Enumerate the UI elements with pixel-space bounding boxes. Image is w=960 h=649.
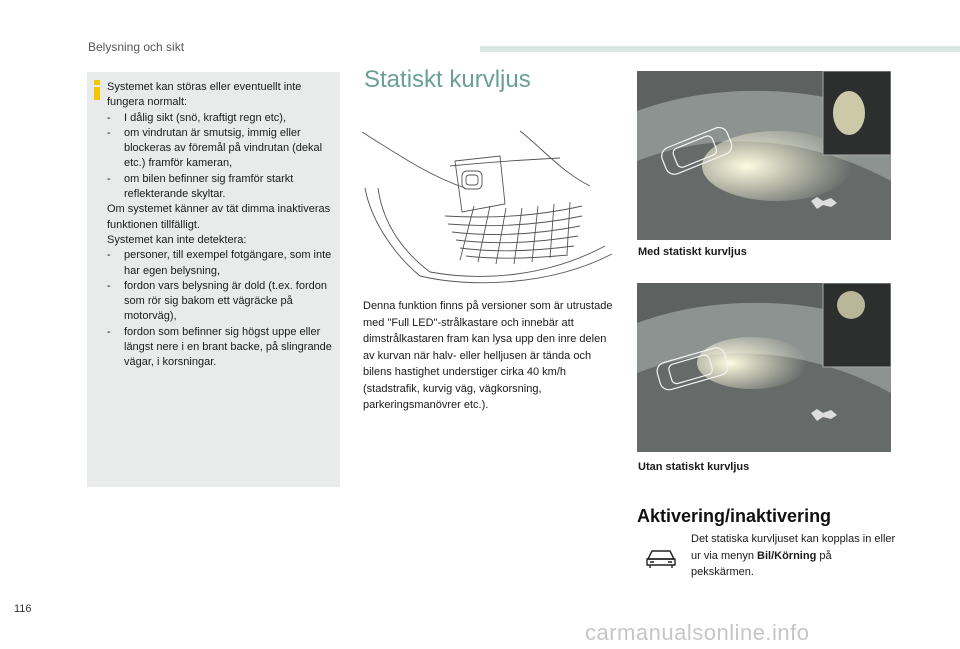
- menu-path: Bil/Körning: [757, 549, 817, 562]
- caption-without: Utan statiskt kurvljus: [638, 461, 750, 473]
- list-item: - fordon som befinner sig högst uppe eller längst nere i en brant backe, på slingrande vägar, i korsningar.: [107, 325, 332, 371]
- page-number: 116: [14, 603, 32, 615]
- info-list-disturbances: [107, 111, 332, 203]
- list-item: - fordon vars belysning är dold (t.ex. fordon som rör sig bakom ett vägräcke på motorväg),: [107, 279, 332, 325]
- info-box: [87, 72, 340, 487]
- activation-text: [691, 531, 896, 581]
- watermark: carmanualsonline.info: [585, 620, 810, 645]
- list-item: - om vindrutan är smutsig, immig eller blockeras av föremål på vindrutan (dekal etc.) framför kameran,: [107, 126, 332, 172]
- info-intro: Systemet kan störas eller eventuellt inte fungera normalt:: [107, 81, 302, 109]
- list-item: - om bilen befinner sig framför starkt reflekterande skyltar.: [107, 172, 332, 203]
- activation-text-before: Det statiska kurvljuset kan kopplas in eller ur via menyn: [691, 533, 896, 562]
- section-title: Statiskt kurvljus: [364, 66, 531, 93]
- illustration-without-cornering-light: [637, 283, 891, 452]
- activation-title: Aktivering/inaktivering: [637, 506, 832, 526]
- running-header: Belysning och sikt: [88, 40, 185, 54]
- fog-lamp-diagram: [360, 126, 615, 292]
- car-icon: [645, 545, 677, 569]
- info-list-detection: [107, 248, 332, 370]
- info-icon: [94, 80, 100, 100]
- list-item: - I dålig sikt (snö, kraftigt regn etc),: [107, 111, 332, 126]
- function-description: Denna funktion finns på versioner som är utrustade med "Full LED"-strålkastare och innebär att dimstrålkastaren fram kan lysa upp den inre delen av kurvan när halv- eller helljusen är tända och bilens hastighet understiger cirka 40 km/h (stadstrafik, kurvig väg, vägkorsning, parkeringsmanövrer etc.).: [363, 300, 613, 411]
- activation-text-after: på pekskärmen.: [691, 549, 832, 578]
- caption-with: Med statiskt kurvljus: [638, 246, 747, 258]
- info-intro-detection: Systemet kan inte detektera:: [107, 233, 247, 246]
- illustration-with-cornering-light: [637, 71, 891, 240]
- info-note: Om systemet känner av tät dimma inaktiveras funktionen tillfälligt.: [107, 203, 331, 231]
- list-item: - personer, till exempel fotgängare, som inte har egen belysning,: [107, 248, 332, 279]
- header-rule: [480, 46, 960, 52]
